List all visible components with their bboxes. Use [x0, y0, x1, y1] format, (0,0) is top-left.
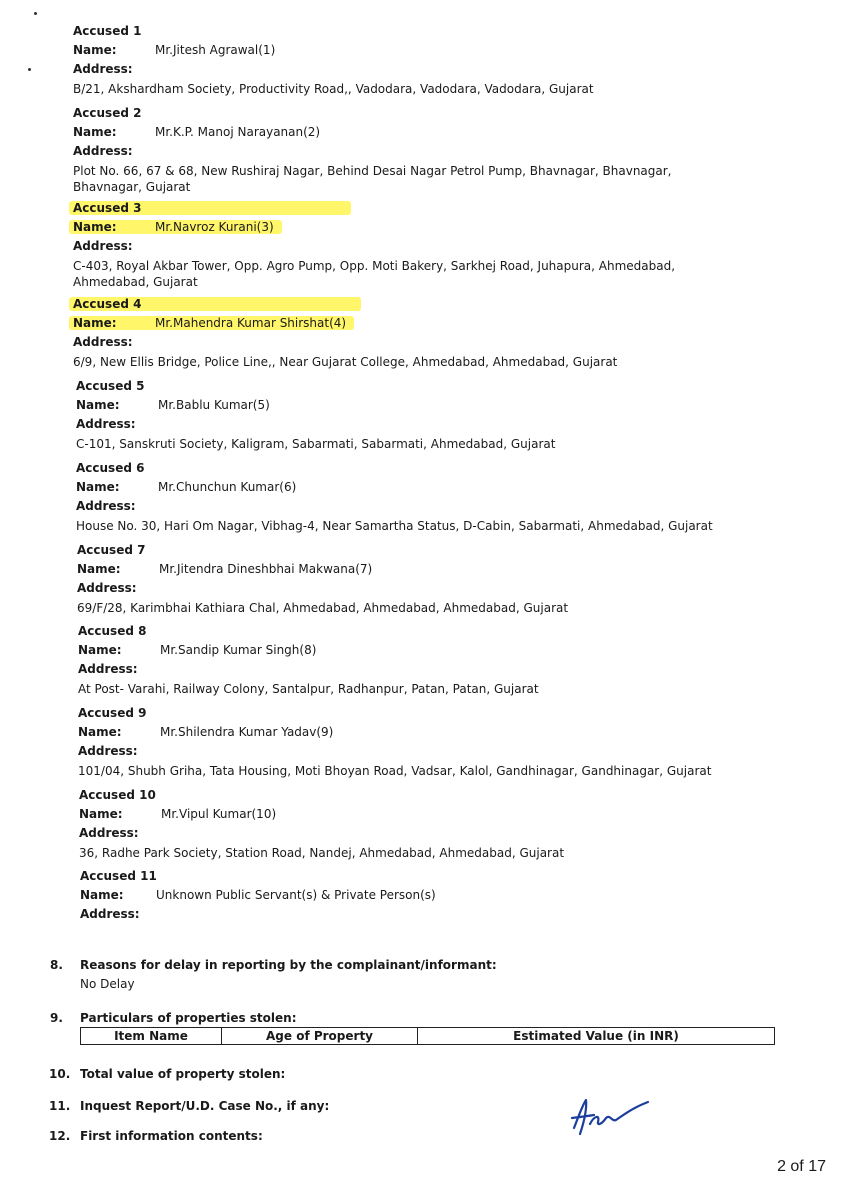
name-label: Name:	[76, 480, 120, 494]
section-value: No Delay	[80, 977, 135, 991]
section-title: Inquest Report/U.D. Case No., if any:	[80, 1099, 330, 1113]
accused-block-4	[73, 295, 773, 370]
accused-heading: Accused 7	[77, 543, 146, 557]
name-label: Name:	[78, 643, 122, 657]
property-table	[80, 1027, 775, 1045]
accused-name: Mr.Jitesh Agrawal(1)	[155, 43, 276, 57]
table-header-row	[81, 1028, 775, 1045]
accused-block-9	[78, 704, 778, 779]
section-number: 8.	[50, 958, 63, 972]
accused-address: C-101, Sanskruti Society, Kaligram, Sabarmati, Sabarmati, Ahmedabad, Gujarat	[76, 437, 556, 451]
page-number: 2 of 17	[777, 1158, 826, 1175]
section-11	[0, 1099, 858, 1117]
scan-speck	[34, 12, 37, 15]
accused-name: Mr.Vipul Kumar(10)	[161, 807, 277, 821]
name-label: Name:	[76, 398, 120, 412]
name-label: Name:	[73, 220, 117, 234]
accused-address: 36, Radhe Park Society, Station Road, Nandej, Ahmedabad, Ahmedabad, Gujarat	[79, 846, 565, 860]
accused-heading: Accused 9	[78, 706, 147, 720]
accused-block-7	[77, 541, 777, 616]
accused-heading: Accused 4	[69, 297, 361, 311]
accused-name: Mr.Jitendra Dineshbhai Makwana(7)	[159, 562, 373, 576]
accused-address: B/21, Akshardham Society, Productivity Road,, Vadodara, Vadodara, Vadodara, Gujarat	[73, 82, 594, 96]
accused-block-2	[73, 104, 773, 195]
address-label: Address:	[80, 907, 140, 921]
section-8	[0, 958, 858, 998]
accused-block-10	[79, 786, 779, 861]
accused-heading: Accused 10	[79, 788, 156, 802]
accused-name: Mr.Navroz Kurani(3)	[155, 220, 274, 234]
accused-address: Plot No. 66, 67 & 68, New Rushiraj Nagar, Behind Desai Nagar Petrol Pump, Bhavnagar, Bhavnagar, Bhavnagar, Gujarat	[73, 164, 672, 194]
accused-block-5	[76, 377, 776, 452]
accused-name: Unknown Public Servant(s) & Private Person(s)	[156, 888, 436, 902]
accused-block-3	[73, 199, 773, 290]
accused-address: 69/F/28, Karimbhai Kathiara Chal, Ahmedabad, Ahmedabad, Ahmedabad, Gujarat	[77, 601, 569, 615]
accused-name: Mr.Sandip Kumar Singh(8)	[160, 643, 317, 657]
accused-address: House No. 30, Hari Om Nagar, Vibhag-4, Near Samartha Status, D-Cabin, Sabarmati, Ahmedabad, Gujarat	[76, 519, 713, 533]
scan-speck	[28, 68, 31, 71]
address-label: Address:	[78, 744, 138, 758]
section-number: 10.	[49, 1067, 71, 1081]
address-label: Address:	[76, 499, 136, 513]
column-header: Age of Property	[222, 1028, 418, 1045]
accused-block-6	[76, 459, 776, 534]
accused-address: 6/9, New Ellis Bridge, Police Line,, Near Gujarat College, Ahmedabad, Ahmedabad, Gujarat	[73, 355, 618, 369]
accused-heading: Accused 5	[76, 379, 145, 393]
section-number: 11.	[49, 1099, 71, 1113]
address-label: Address:	[73, 239, 133, 253]
address-label: Address:	[77, 581, 137, 595]
column-header: Item Name	[81, 1028, 222, 1045]
section-title: Reasons for delay in reporting by the complainant/informant:	[80, 958, 497, 972]
accused-address: 101/04, Shubh Griha, Tata Housing, Moti Bhoyan Road, Vadsar, Kalol, Gandhinagar, Gandhinagar, Gujarat	[78, 764, 712, 778]
address-label: Address:	[73, 335, 133, 349]
section-title: Particulars of properties stolen:	[80, 1011, 297, 1025]
name-label: Name:	[73, 125, 117, 139]
name-label: Name:	[73, 43, 117, 57]
signature-scribble	[560, 1088, 660, 1144]
section-title: First information contents:	[80, 1129, 263, 1143]
accused-name: Mr.K.P. Manoj Narayanan(2)	[155, 125, 321, 139]
address-label: Address:	[78, 662, 138, 676]
section-12	[0, 1129, 858, 1147]
name-label: Name:	[79, 807, 123, 821]
address-label: Address:	[73, 144, 133, 158]
column-header: Estimated Value (in INR)	[418, 1028, 775, 1045]
accused-name: Mr.Bablu Kumar(5)	[158, 398, 270, 412]
accused-heading: Accused 3	[69, 201, 351, 215]
name-label: Name:	[77, 562, 121, 576]
name-label: Name:	[73, 316, 117, 330]
accused-block-8	[78, 622, 778, 697]
section-title: Total value of property stolen:	[80, 1067, 286, 1081]
accused-name: Mr.Shilendra Kumar Yadav(9)	[160, 725, 334, 739]
accused-block-1	[73, 22, 773, 97]
accused-name: Mr.Mahendra Kumar Shirshat(4)	[155, 316, 347, 330]
accused-heading: Accused 1	[73, 24, 142, 38]
accused-heading: Accused 11	[80, 869, 157, 883]
name-label: Name:	[80, 888, 124, 902]
accused-heading: Accused 2	[73, 106, 142, 120]
accused-heading: Accused 8	[78, 624, 147, 638]
section-number: 12.	[49, 1129, 71, 1143]
accused-heading: Accused 6	[76, 461, 145, 475]
address-label: Address:	[76, 417, 136, 431]
accused-name: Mr.Chunchun Kumar(6)	[158, 480, 297, 494]
accused-address: C-403, Royal Akbar Tower, Opp. Agro Pump, Opp. Moti Bakery, Sarkhej Road, Juhapura, Ahmedabad, Ahmedabad, Gujarat	[73, 259, 676, 289]
address-label: Address:	[79, 826, 139, 840]
address-label: Address:	[73, 62, 133, 76]
section-10	[0, 1067, 858, 1085]
section-number: 9.	[50, 1011, 63, 1025]
accused-block-11	[80, 867, 780, 924]
accused-address: At Post- Varahi, Railway Colony, Santalpur, Radhanpur, Patan, Patan, Gujarat	[78, 682, 539, 696]
name-label: Name:	[78, 725, 122, 739]
